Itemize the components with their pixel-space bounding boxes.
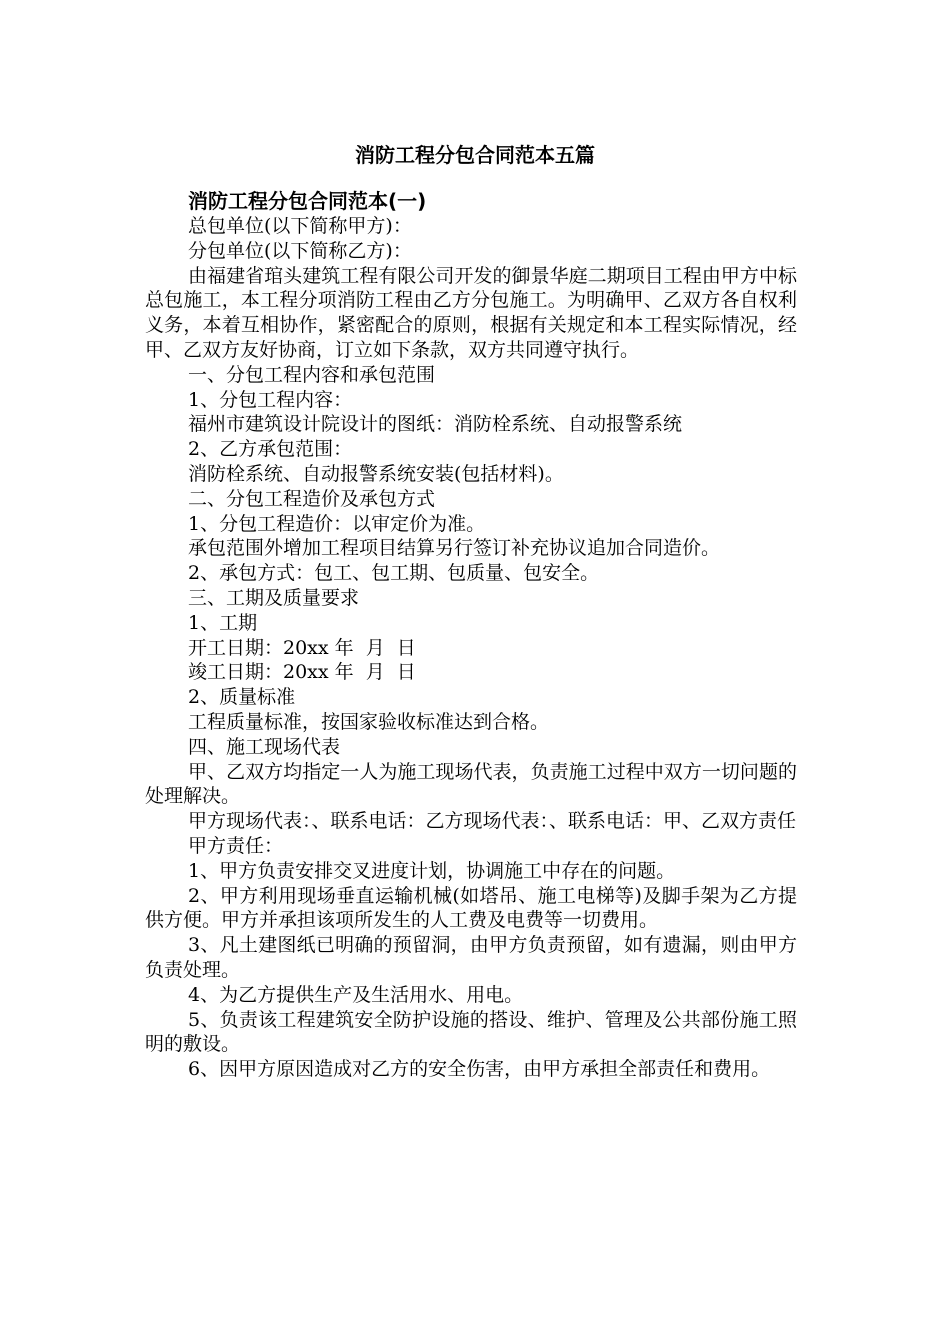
document-body [145,188,797,1082]
paragraph: 2、质量标准 [188,686,296,709]
paragraph: 消防栓系统、自动报警系统安装(包括材料)。 [188,462,564,485]
paragraph: 福州市建筑设计院设计的图纸：消防栓系统、自动报警系统 [188,413,683,436]
paragraph: 1、分包工程造价：以审定价为准。 [188,512,486,535]
paragraph: 2、甲方利用现场垂直运输机械(如塔吊、施工电梯等)及脚手架为乙方提供方便。甲方并承担该项所发生的人工费及电费等一切费用。 [145,884,797,932]
paragraph: 1、分包工程内容： [188,388,353,411]
paragraph: 四、施工现场代表 [188,735,341,758]
paragraph: 三、工期及质量要求 [188,586,360,609]
paragraph: 6、因甲方原因造成对乙方的安全伤害，由甲方承担全部责任和费用。 [188,1058,771,1081]
paragraph: 4、为乙方提供生产及生活用水、用电。 [188,983,524,1006]
paragraph: 承包范围外增加工程项目结算另行签订补充协议追加合同造价。 [188,537,721,560]
paragraph: 甲方责任： [188,834,284,857]
paragraph: 2、乙方承包范围： [188,438,353,461]
paragraph: 1、工期 [188,611,258,634]
paragraph: 由福建省琯头建筑工程有限公司开发的御景华庭二期项目工程由甲方中标总包施工，本工程分项消防工程由乙方分包施工。为明确甲、乙双方各自权利义务，本着互相协作，紧密配合的原则，根据有关规定和本工程实际情况，经甲、乙双方友好协商，订立如下条款，双方共同遵守执行。 [145,264,797,361]
paragraph: 总包单位(以下简称甲方)： [188,215,412,237]
paragraph: 开工日期：20xx 年 月 日 [188,636,416,659]
paragraph: 3、凡土建图纸已明确的预留洞，由甲方负责预留，如有遗漏，则由甲方负责处理。 [145,934,797,981]
paragraph: 竣工日期：20xx 年 月 日 [188,661,416,684]
paragraph: 2、承包方式：包工、包工期、包质量、包安全。 [188,562,600,585]
paragraph: 分包单位(以下简称乙方)： [188,239,412,262]
paragraph: 甲、乙双方均指定一人为施工现场代表，负责施工过程中双方一切问题的处理解决。 [145,760,797,808]
paragraph: 二、分包工程造价及承包方式 [188,487,436,510]
paragraph: 工程质量标准，按国家验收标准达到合格。 [188,710,550,733]
paragraph: 1、甲方负责安排交叉进度计划，协调施工中存在的问题。 [188,859,676,882]
paragraph: 5、负责该工程建筑安全防护设施的搭设、维护、管理及公共部份施工照明的敷设。 [145,1008,797,1056]
paragraph: 甲方现场代表：、联系电话：乙方现场代表：、联系电话：甲、乙双方责任 [188,810,797,833]
section-title: 消防工程分包合同范本(一) [188,189,427,213]
paragraph: 一、分包工程内容和承包范围 [188,363,436,386]
document-title: 消防工程分包合同范本五篇 [355,143,595,167]
